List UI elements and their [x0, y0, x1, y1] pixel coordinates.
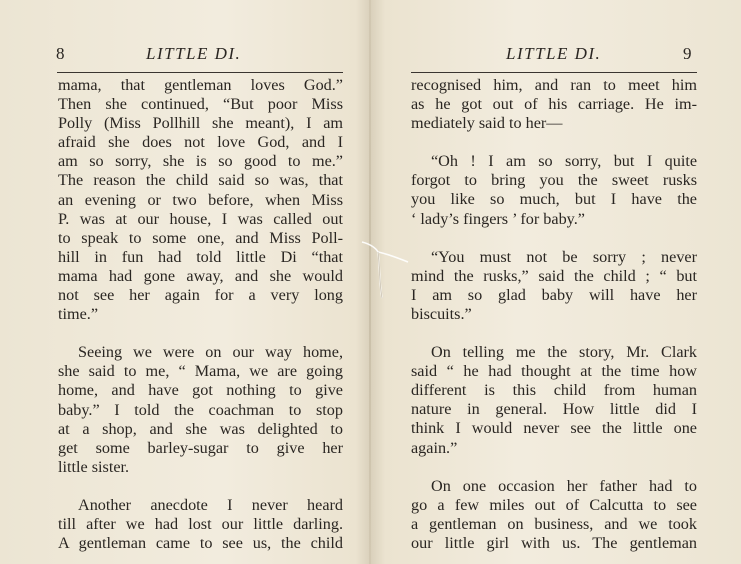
- right-running-title: LITTLE DI.: [506, 44, 602, 63]
- right-header-rule: [411, 72, 697, 73]
- text-line: nature in general. How little did I: [411, 400, 697, 419]
- paragraph-gap: [411, 324, 697, 343]
- text-line: our little girl with us. The gentleman: [411, 533, 697, 552]
- text-line: On one occasion her father had to: [431, 476, 697, 495]
- left-page-number: 8: [56, 44, 65, 63]
- text-line: at a shop, and she was delighted to: [58, 419, 343, 438]
- right-page-body: [411, 76, 697, 553]
- text-line: hill in fun had told little Di “that: [58, 247, 343, 266]
- text-line: mediately said to her—: [411, 114, 563, 133]
- text-line: P. was at our house, I was called out: [58, 209, 343, 228]
- text-line: Then she continued, “But poor Miss: [58, 95, 343, 114]
- text-line: to speak to some one, and Miss Poll-: [58, 228, 343, 247]
- text-line: mind the rusks,” said the child ; “ but: [411, 266, 697, 285]
- text-line: afraid she does not love God, and I: [58, 133, 343, 152]
- text-line: you like so much, but I have the: [411, 190, 697, 209]
- text-line: biscuits.”: [411, 304, 472, 323]
- text-line: ‘ lady’s fingers ’ for baby.”: [411, 209, 585, 228]
- left-page-header: [0, 44, 370, 68]
- text-line: different is this child from human: [411, 381, 697, 400]
- text-line: I am so glad baby will have her: [411, 285, 697, 304]
- text-line: said “ he had thought at the time how: [411, 362, 697, 381]
- text-line: a gentleman on business, and we took: [411, 514, 697, 533]
- text-line: think I would never see the little one: [411, 419, 697, 438]
- text-line: go a few miles out of Calcutta to see: [411, 495, 697, 514]
- text-line: am so sorry, she is so good to me.”: [58, 152, 343, 171]
- right-page: [371, 0, 741, 564]
- left-page: [0, 0, 370, 564]
- left-running-title: LITTLE DI.: [146, 44, 242, 63]
- text-line: not see her again for a very long: [58, 286, 343, 305]
- text-line: baby.” I told the coachman to stop: [58, 400, 343, 419]
- text-line: little sister.: [58, 457, 130, 476]
- paragraph-gap: [411, 133, 697, 152]
- text-line: Polly (Miss Pollhill she meant), I am: [58, 114, 343, 133]
- text-line: home, and have got nothing to give: [58, 381, 343, 400]
- text-line: On telling me the story, Mr. Clark: [431, 343, 697, 362]
- text-line: A gentleman came to see us, the child: [58, 534, 343, 553]
- text-line: time.”: [58, 305, 99, 324]
- text-line: The reason the child said so was, that: [58, 171, 343, 190]
- text-line: Another anecdote I never heard: [78, 495, 343, 514]
- text-line: “You must not be sorry ; never: [431, 247, 697, 266]
- text-line: “Oh ! I am so sorry, but I quite: [431, 152, 697, 171]
- right-page-number: 9: [683, 44, 692, 63]
- paragraph-gap: [411, 229, 697, 248]
- text-line: mama, that gentleman loves God.”: [58, 76, 343, 94]
- text-line: mama had gone away, and she would: [58, 266, 343, 285]
- text-line: an evening or two before, when Miss: [58, 190, 343, 209]
- text-line: again.”: [411, 438, 458, 457]
- left-page-body: [58, 76, 343, 553]
- text-line: Seeing we were on our way home,: [78, 343, 343, 362]
- right-page-header: [371, 44, 741, 68]
- paragraph-gap: [58, 477, 343, 496]
- text-line: recognised him, and ran to meet him: [411, 76, 697, 94]
- text-line: till after we had lost our little darling.: [58, 514, 343, 533]
- text-line: get some barley-sugar to give her: [58, 438, 343, 457]
- text-line: forgot to bring you the sweet rusks: [411, 171, 697, 190]
- text-line: she said to me, “ Mama, we are going: [58, 362, 343, 381]
- paragraph-gap: [411, 458, 697, 477]
- text-line: as he got out of his carriage. He im-: [411, 95, 697, 114]
- paragraph-gap: [58, 324, 343, 343]
- left-header-rule: [57, 72, 343, 73]
